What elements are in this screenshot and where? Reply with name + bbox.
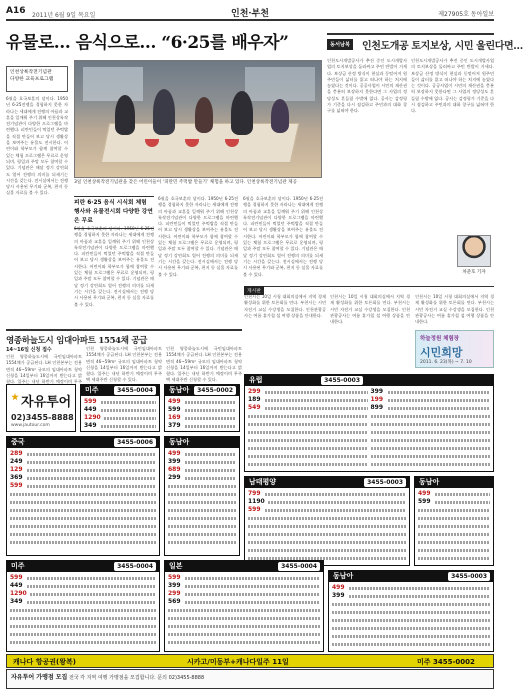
ad-region: 유럽 <box>249 376 263 384</box>
ad-price: 369 <box>10 474 23 481</box>
main-article-body: 6월을 호국보훈의 달이다. 1950년 6·25전쟁을 경험하지 못한 자라나는 세대에게 전쟁의 아픔과 교훈을 일깨워 주기 위해 인천상륙작전기념관이 다양한 프로그램을 마련했다. 피란민들이 먹었던 주먹밥을 직접 만들어 보고 당시 생활상을 보여주는 유물도 전시한다. 어린이와 학부모가 함께 참여할 수 있는 체험 프로그램은 무료로 운영되며, 평일과 주말 모두 참여할 수 있다. 기념관은 매달 정기 강연회도 열어 전쟁의 의미를 되새기는 시간을 갖는다. 전시실에서는 전쟁 당시 사용된 무기와 군복, 편지 등 실물 자료를 볼 수 있다. <box>6 96 68 196</box>
notice-body-2: 인천시는 10일 시청 대회의실에서 지역 경제 활성화를 위한 토론회를 연다. 부천시는 시민 자전거 교실 수강생을 모집한다. 인천관광공사는 여름 휴가철 섬 여행 상품을 안내한다. <box>330 294 410 325</box>
photo-person <box>153 89 175 135</box>
ad-rows <box>332 585 490 649</box>
photo-person <box>231 91 253 135</box>
notice-body: 인천시는 10일 시청 대회의실에서 지역 경제 활성화를 위한 토론회를 연다. 부천시는 시민 자전거 교실 수강생을 모집한다. 인천관광공사는 여름 휴가철 섬 여행 상품을 안내한다. <box>244 294 326 318</box>
ad-price: 799 <box>248 490 261 497</box>
ad-price: 569 <box>168 598 181 605</box>
ad-price: 599 <box>418 498 431 505</box>
author-photo <box>457 235 491 267</box>
promo-americas: 미주 3455-0002 <box>417 658 475 666</box>
ad-band <box>329 571 493 582</box>
main-article-body-4: 6월을 호국보훈의 달이다. 1950년 6·25전쟁을 경험하지 못한 자라나는 세대에게 전쟁의 아픔과 교훈을 일깨워 주기 위해 인천상륙작전기념관이 다양한 프로그램을 마련했다. 피란민들이 먹었던 주먹밥을 직접 만들어 보고 당시 생활상을 보여주는 유물도 전시한다. 어린이와 학부모가 함께 참여할 수 있는 체험 프로그램은 무료로 운영되며, 평일과 주말 모두 참여할 수 있다. 기념관은 매달 정기 강연회도 열어 전쟁의 의미를 되새기는 시간을 갖는다. 전시실에서는 전쟁 당시 사용된 무기와 군복, 편지 등 실물 자료를 볼 수 있다. <box>74 226 154 307</box>
ad-block-sea-right <box>414 476 494 566</box>
ad-phone: 3455-0006 <box>114 438 156 447</box>
ad-price: 1190 <box>248 498 265 505</box>
sidebox-line: 다양한 교육프로그램 <box>10 77 54 82</box>
article-sidebox <box>6 66 68 92</box>
ad-block-sea <box>164 436 240 556</box>
ad-price: 499 <box>332 584 345 591</box>
ad-phone: 3455-0004 <box>114 386 156 395</box>
ad-band <box>245 375 493 386</box>
housing-body-2: 인천 영종하늘도시에 국민임대아파트 1554채가 공급된다. LH 인천본부는 전용면적 46~59m² 규모의 임대아파트 청약 신청을 14일부터 16일까지 받는다고 밝혔다. 입주는 내년 하반기 예정이며 무주택 세대주만 신청할 수 있다. <box>86 346 162 383</box>
page-number: A16 <box>6 6 26 16</box>
ad-price: 689 <box>168 466 181 473</box>
promo-dates: 2011. 6. 23(목) ~ 7. 10 <box>420 360 472 365</box>
promo-title: 시민희망 <box>420 346 463 359</box>
ad-block <box>80 384 160 432</box>
housing-subhead: 14~16일 신청 접수 <box>6 347 52 353</box>
ad-block <box>164 384 240 432</box>
ad-region: 미주 <box>11 562 25 570</box>
ad-phone: 3455-0002 <box>194 386 236 395</box>
ad-price: 899 <box>370 404 384 411</box>
ad-price: 299 <box>248 388 261 395</box>
ad-price: 129 <box>10 466 23 473</box>
notice-board-rule <box>244 286 494 294</box>
ad-block-japan <box>164 560 324 652</box>
opinion-header <box>327 33 523 53</box>
ad-rows <box>418 491 490 563</box>
ad-price: 379 <box>168 422 181 429</box>
ad-price: 499 <box>168 450 181 457</box>
ad-band <box>165 385 239 396</box>
ad-price: 449 <box>10 582 23 589</box>
ad-price: 1290 <box>84 414 101 421</box>
promo-chicago: 시카고/미동부+캐나다일주 11일 <box>187 658 289 666</box>
ad-price: 499 <box>418 490 431 497</box>
ad-region: 동남아 <box>333 572 354 580</box>
ad-region: 동남아 <box>169 438 190 446</box>
ad-price: 599 <box>168 574 181 581</box>
ad-price: 249 <box>10 458 23 465</box>
ad-region: 남태평양 <box>249 478 277 486</box>
ad-rows <box>248 389 490 469</box>
footer-ad <box>6 669 494 689</box>
ad-block-americas <box>6 560 160 652</box>
ad-price: 399 <box>168 582 181 589</box>
sidebox-line: 인천상륙작전기념관 <box>10 70 52 75</box>
ad-price: 399 <box>332 592 345 599</box>
ad-rows <box>248 491 406 563</box>
column-body: 인천도시개발공사가 추진 중인 도시개발사업의 토지보상을 둘러싸고 주민 반발이 거세다. 보상금 산정 방식이 현실과 동떨어져 원주민들이 삶터를 잃고 떠나야 하는 처지에 놓였다는 것이다. 공공사업이 시민의 재산권을 충분히 보장하지 못한다면 그 사업의 정당성도 흔들릴 수밖에 없다. 공사는 감정평가 기준을 다시 점검하고 주민과의 대화 창구를 넓혀야 한다. <box>327 58 407 114</box>
ad-phone: 3455-0004 <box>278 562 320 571</box>
ad-price: 299 <box>168 474 181 481</box>
bottom-promo-band <box>6 654 494 668</box>
ad-phone: 3455-0003 <box>448 572 490 581</box>
ad-price: 289 <box>10 450 23 457</box>
ad-region: 중국 <box>11 438 25 446</box>
photo-person <box>115 95 135 135</box>
promo-banner <box>415 330 494 368</box>
ad-band <box>81 385 159 396</box>
main-article-body-2: 6월을 호국보훈의 달이다. 1950년 6·25전쟁을 경험하지 못한 자라나는 세대에게 전쟁의 아픔과 교훈을 일깨워 주기 위해 인천상륙작전기념관이 다양한 프로그램을 마련했다. 피란민들이 먹었던 주먹밥을 직접 만들어 보고 당시 생활상을 보여주는 유물도 전시한다. 어린이와 학부모가 함께 참여할 수 있는 체험 프로그램은 무료로 운영되며, 평일과 주말 모두 참여할 수 있다. 기념관은 매달 정기 강연회도 열어 전쟁의 의미를 되새기는 시간을 갖는다. 전시실에서는 전쟁 당시 사용된 무기와 군복, 편지 등 실물 자료를 볼 수 있다. <box>158 196 238 277</box>
ad-price: 499 <box>168 398 181 405</box>
ad-price: 1290 <box>10 590 27 597</box>
column-title: 인천도개공 토지보상, 시민 울린다면… <box>362 41 523 52</box>
jayu-url: www.jautour.com <box>11 423 50 428</box>
ad-rows <box>168 451 236 553</box>
main-headline: 유물로… 음식으로… “6·25를 배우자” <box>6 33 289 53</box>
column-tag: 동서남북 <box>327 39 353 50</box>
ad-price: 299 <box>168 590 181 597</box>
promo-line: 하늘정원 체험장 <box>420 336 460 342</box>
ad-phone: 3455-0004 <box>114 562 156 571</box>
ad-price: 599 <box>10 574 23 581</box>
author-box <box>454 235 494 279</box>
star-icon <box>11 393 19 401</box>
ad-price: 599 <box>248 506 261 513</box>
promo-canada: 캐나다 항공권(왕복) <box>13 658 76 666</box>
ad-block-pacific <box>244 476 410 566</box>
photo-person <box>271 99 289 133</box>
jayu-tour-logo-ad <box>6 384 76 432</box>
ad-price: 399 <box>370 388 384 395</box>
section-title: 인천·부천 <box>231 9 269 19</box>
ad-price: 169 <box>168 414 181 421</box>
ad-price: 599 <box>84 398 97 405</box>
page-header <box>6 3 494 21</box>
ad-price: 189 <box>248 396 261 403</box>
ad-block-china <box>6 436 160 556</box>
ad-rows <box>84 399 156 429</box>
notice-tag: 게시판 <box>244 286 264 295</box>
ad-phone: 3455-0003 <box>321 376 363 385</box>
ad-phone: 3455-0003 <box>364 478 406 487</box>
ad-region: 동남아 <box>419 478 440 486</box>
ad-price: 599 <box>10 482 23 489</box>
column-body-2: 인천도시개발공사가 추진 중인 도시개발사업의 토지보상을 둘러싸고 주민 반발이 거세다. 보상금 산정 방식이 현실과 동떨어져 원주민들이 삶터를 잃고 떠나야 하는 처지에 놓였다는 것이다. 공공사업이 시민의 재산권을 충분히 보장하지 못한다면 그 사업의 정당성도 흔들릴 수밖에 없다. 공사는 감정평가 기준을 다시 점검하고 주민과의 대화 창구를 넓혀야 한다. <box>411 58 494 114</box>
jayu-brand: 자유투어 <box>21 395 72 410</box>
photo-window <box>245 67 315 101</box>
ad-band <box>7 561 159 572</box>
ad-rows <box>168 399 236 429</box>
jayu-phone: 02)3455-8888 <box>11 413 74 422</box>
ad-band <box>245 477 409 488</box>
ad-price: 449 <box>84 406 97 413</box>
main-article-body-3: 6월을 호국보훈의 달이다. 1950년 6·25전쟁을 경험하지 못한 자라나는 세대에게 전쟁의 아픔과 교훈을 일깨워 주기 위해 인천상륙작전기념관이 다양한 프로그램을 마련했다. 피란민들이 먹었던 주먹밥을 직접 만들어 보고 당시 생활상을 보여주는 유물도 전시한다. 어린이와 학부모가 함께 참여할 수 있는 체험 프로그램은 무료로 운영되며, 평일과 주말 모두 참여할 수 있다. 기념관은 매달 정기 강연회도 열어 전쟁의 의미를 되새기는 시간을 갖는다. 전시실에서는 전쟁 당시 사용된 무기와 군복, 편지 등 실물 자료를 볼 수 있다. <box>243 196 323 277</box>
ad-band <box>165 437 239 448</box>
housing-body-3: 인천 영종하늘도시에 국민임대아파트 1554채가 공급된다. LH 인천본부는 전용면적 46~59m² 규모의 임대아파트 청약 신청을 14일부터 16일까지 받는다고 밝혔다. 입주는 내년 하반기 예정이며 무주택 세대주만 신청할 수 있다. <box>166 346 242 383</box>
ad-price: 599 <box>168 406 181 413</box>
ad-region: 일본 <box>169 562 183 570</box>
photo-window <box>83 67 143 101</box>
footer-title: 자유투어 가맹점 모집 <box>11 674 68 681</box>
author-name: 차준호 기자 <box>462 270 486 275</box>
ad-price: 549 <box>248 404 261 411</box>
ad-band <box>7 437 159 448</box>
ad-block-europe <box>244 374 494 472</box>
ad-band <box>415 477 493 488</box>
ad-price: 349 <box>84 422 97 429</box>
ad-rows <box>10 451 156 553</box>
ad-price: 399 <box>168 458 181 465</box>
ad-block-lower-right <box>328 570 494 652</box>
ad-price: 349 <box>10 598 23 605</box>
ad-region: 동남아 <box>169 386 190 394</box>
photo-caption: 3일 인천상륙작전기념관을 찾은 어린이들이 ‘피란민 주먹밥 만들기’ 체험을 하고 있다. 인천상륙작전기념관 제공 <box>74 180 298 185</box>
article-subhead: 피란 6·25 음식 시식회 체험 행사와 유물전시회 다양한 강연은 무료 <box>74 196 154 229</box>
ad-rows <box>168 575 320 649</box>
ad-band <box>165 561 323 572</box>
ad-rows <box>10 575 156 649</box>
photo-person <box>195 97 213 133</box>
issue-date: 2011년 6월 9일 목요일 <box>32 12 96 19</box>
ad-price: 199 <box>370 396 384 403</box>
housing-body: 인천 영종하늘도시에 국민임대아파트 1554채가 공급된다. LH 인천본부는 전용면적 46~59m² 규모의 임대아파트 청약 신청을 14일부터 16일까지 받는다고 밝혔다. 입주는 내년 하반기 예정이며 무주 <box>6 354 82 385</box>
housing-headline: 영종하늘도시 임대아파트 1554채 공급 <box>6 329 242 346</box>
notice-body-3: 인천시는 10일 시청 대회의실에서 지역 경제 활성화를 위한 토론회를 연다. 부천시는 시민 자전거 교실 수강생을 모집한다. 인천관광공사는 여름 휴가철 섬 여행 상품을 안내한다. <box>415 294 494 325</box>
masthead: 제27905호 동아일보 <box>438 11 494 18</box>
ad-region: 미주 <box>85 386 99 394</box>
article-photo <box>74 60 322 178</box>
footer-body: 전국 각 지역 여행 가맹점을 모집합니다. 문의 02)3455-8888 <box>68 675 205 681</box>
